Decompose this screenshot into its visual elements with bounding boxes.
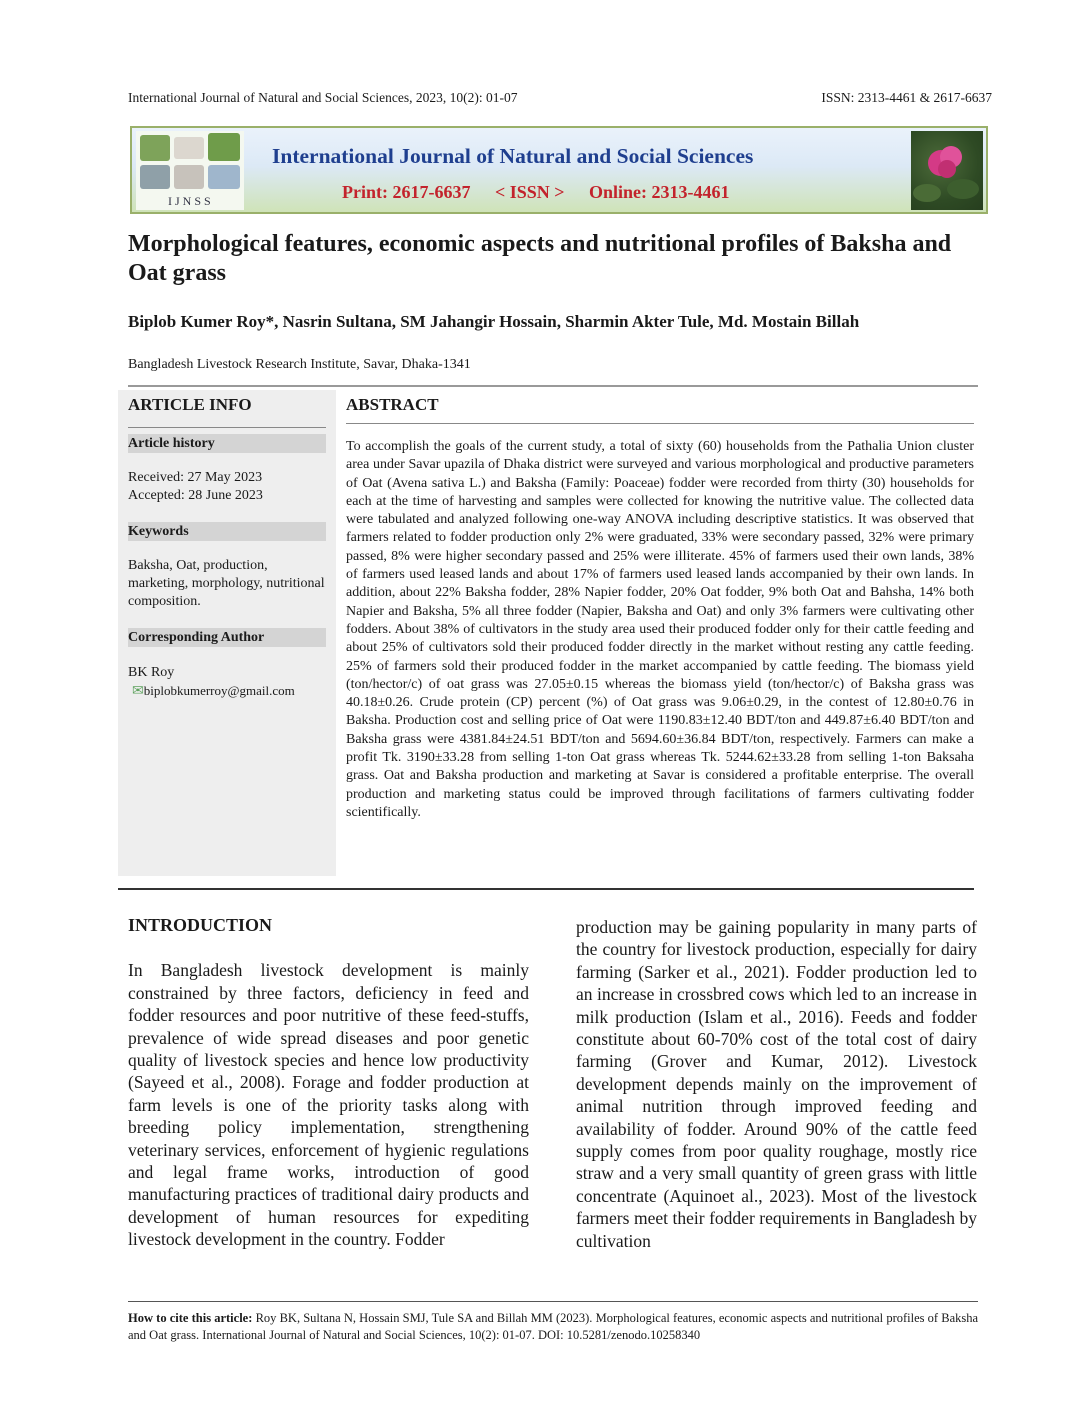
article-info-heading: ARTICLE INFO [128,395,252,414]
citation-label: How to cite this article: [128,1311,253,1325]
envelope-icon: ✉ [132,684,144,699]
abstract-heading: ABSTRACT [346,395,439,414]
author-list: Biplob Kumer Roy*, Nasrin Sultana, SM Jahangir Hossain, Sharmin Akter Tule, Md. Mostain Billah [128,312,860,331]
intro-left-column [128,914,529,1251]
banner-journal-title: International Journal of Natural and Social Sciences [272,144,754,168]
print-issn: Print: 2617-6637 [342,182,471,202]
corresponding-email[interactable]: biplobkumerroy@gmail.com [143,683,295,698]
journal-logo-collage [136,131,244,210]
journal-abbrev: IJNSS [168,194,214,208]
intro-right-column [576,916,977,1252]
article-info-panel [118,390,336,876]
received-date: Received: 27 May 2023 [128,470,263,485]
intro-left-text: In Bangladesh livestock development is mainly constrained by three factors, deficiency in feed and fodder resources and poor nutritive of these feed-stuffs, prevalence of wide spread diseases and poor genetic quality of livestock species and hence low productivity (Sayeed et al., 2008). Forage and fodder production at farm levels is one of the priority tasks along with breeding policy implementation, strengthening veterinary services, enforcement of hygienic regulations and legal frame works, introduction of good manufacturing practices of traditional dairy products and development of human resources for expediting livestock development in the country. Fodder [128,960,529,1250]
corresponding-author-name: BK Roy [128,665,175,680]
introduction-heading: INTRODUCTION [128,915,273,935]
flower-photo [911,131,983,210]
affiliation: Bangladesh Livestock Research Institute, Savar, Dhaka-1341 [128,357,471,372]
journal-citation-header: International Journal of Natural and Social Sciences, 2023, 10(2): 01-07 [128,90,518,105]
section-divider [118,888,974,890]
keywords-list: Baksha, Oat, production, marketing, morphology, nutritional composition. [128,558,325,609]
abstract-section [346,390,974,822]
article-title: Morphological features, economic aspects and nutritional profiles of Baksha and Oat grass [128,231,952,286]
issn-header: ISSN: 2313-4461 & 2617-6637 [821,90,992,105]
article-info-rule [128,427,326,428]
accepted-date: Accepted: 28 June 2023 [128,488,263,503]
article-history-heading: Article history [128,434,326,453]
abstract-text: To accomplish the goals of the current study, a total of sixty (60) households from the Pathalia Union cluster area under Savar upazila of Dhaka district were surveyed and various morphological and productive parameters of Oat (Avena sativa L.) and Baksha (Family: Poaceae) fodder were recorded from thirty (30) households for each at the time of harvesting and samples were collected for knowing the nutritive value. The collected data were tabulated and analyzed following one-way ANOVA including descriptive statistics. It was observed that farmers related to fodder production only 2% were graduated, 33% were secondary passed, 32% were primary passed, 8% were higher secondary passed and 25% were illiterate. 45% of farmers used their own lands, 38% of farmers used leased lands and about 17% of farmers used leased lands accompanied by their own lands. In addition, about 22% Baksha fodder, 28% Napier fodder, 20% Oat fodder, 9% both Oat and Bahsha, 14% both Napier and Baksha, 5% all three fodder (Napier, Baksha and Oat) and only 3% farmers were cultivating other fodders. About 38% of cultivators in the study area used their produced fodder only for their cattle feeding and about 25% of cultivators sold their produced fodder directly in the market without resting any cattle feeding. 25% of farmers sold their produced fodder in the market accompanied by cattle feeding. The biomass yield (ton/hector/c) of oat grass was 27.05±0.15 whereas the biomass yield (ton/hector/c) of Baksha grass was 40.18±0.26. Crude protein (CP) percent (%) of Oat grass was 9.06±0.29, in the contest of 12.80±0.76 in Baksha. Production cost and selling price of Oat were 1190.83±12.40 BDT/ton and 449.87±6.40 BDT/ton and Baksha grass were 4381.84±24.51 BDT/ton and 5694.60±36.84 BDT/ton, respectively. Farmers can make a profit Tk. 3190±33.28 from selling 1-ton Oat grass whereas Tk. 5244.62±33.28 from selling 1-ton Baksaha grass. Oat and Baksha production and marketing at Savar is considered a profitable enterprise. The overall production and marketing status could be improved through facilitations of farmers cultivating fodder scientifically. [346,439,974,820]
top-divider [128,385,978,387]
intro-right-text: production may be gaining popularity in many parts of the country for livestock production, especially for dairy farming (Sarker et al., 2021). Fodder production led to an increase in crossbred cows which led to an increase in milk production (Islam et al., 2016). Feeds and fodder constitute about 60-70% cost of the total cost of dairy farming (Grover and Kumar, 2012). Livestock development depends mainly on the improvement of animal nutrition through improved feeding and availability of fodder. Around 90% of the cattle feed supply comes from poor quality roughage, mostly rice straw and a very small quantity of green grass with little concentrate (Aquinoet al., 2023). Most of the livestock farmers meet their fodder requirements in Bangladesh by cultivation [576,917,977,1251]
issn-label: < ISSN > [494,182,565,202]
online-issn: Online: 2313-4461 [589,182,730,202]
abstract-rule [346,423,974,424]
journal-banner [130,126,988,214]
corresponding-author-heading: Corresponding Author [128,628,326,647]
citation-text: Roy BK, Sultana N, Hossain SMJ, Tule SA and Billah MM (2023). Morphological features, economic aspects and nutritional profiles of Baksha and Oat grass. International Journal of Natural and Social Sciences, 10(2): 01-07. DOI: 10.5281/zenodo.10258340 [128,1311,979,1342]
footer-divider [128,1301,978,1302]
citation-footer [128,1310,978,1344]
banner-issn-row [342,182,750,203]
corresponding-email-row [132,682,332,701]
keywords-heading: Keywords [128,522,326,541]
